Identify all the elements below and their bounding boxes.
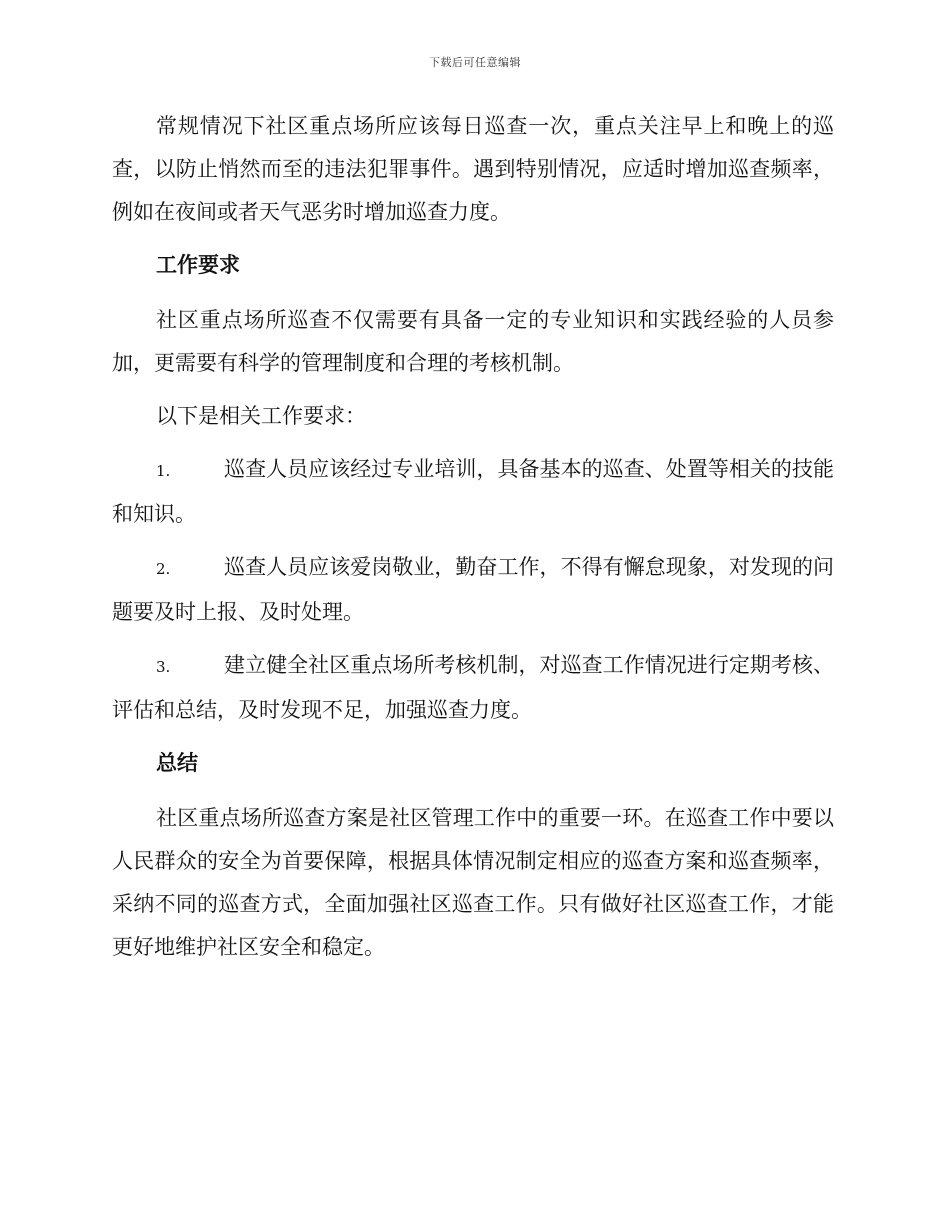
list-item <box>112 644 834 732</box>
document-body <box>112 105 834 979</box>
list-item-number: 3. <box>156 658 171 676</box>
section-heading-work-requirements: 工作要求 <box>156 253 240 277</box>
work-requirements-lead: 以下是相关工作要求： <box>156 404 366 428</box>
summary-paragraph: 社区重点场所巡查方案是社区管理工作中的重要一环。在巡查工作中要以人民群众的安全为首要保障，根据具体情况制定相应的巡查方案和巡查频率，采纳不同的巡查方式，全面加强社区巡查工作。只有做好社区巡查工作，才能更好地维护社区安全和稳定。 <box>112 806 834 959</box>
list-item <box>112 546 834 634</box>
intro-paragraph: 常规情况下社区重点场所应该每日巡查一次，重点关注早上和晚上的巡查，以防止悄然而至的违法犯罪事件。遇到特别情况，应适时增加巡查频率，例如在夜间或者天气恶劣时增加巡查力度。 <box>112 114 834 224</box>
list-item-number: 2. <box>156 560 171 578</box>
list-item-number: 1. <box>156 462 171 480</box>
list-item-text: 建立健全社区重点场所考核机制，对巡查工作情况进行定期考核、评估和总结，及时发现不足，加强巡查力度。 <box>112 653 834 722</box>
section-heading-summary: 总结 <box>156 751 198 775</box>
work-requirements-paragraph: 社区重点场所巡查不仅需要有具备一定的专业知识和实践经验的人员参加，更需要有科学的管理制度和合理的考核机制。 <box>112 308 834 375</box>
list-item-text: 巡查人员应该经过专业培训，具备基本的巡查、处置等相关的技能和知识。 <box>112 457 834 526</box>
list-item <box>112 448 834 536</box>
page-header: 下载后可任意编辑 <box>429 56 521 69</box>
list-item-text: 巡查人员应该爱岗敬业，勤奋工作，不得有懈怠现象，对发现的问题要及时上报、及时处理。 <box>112 555 834 624</box>
